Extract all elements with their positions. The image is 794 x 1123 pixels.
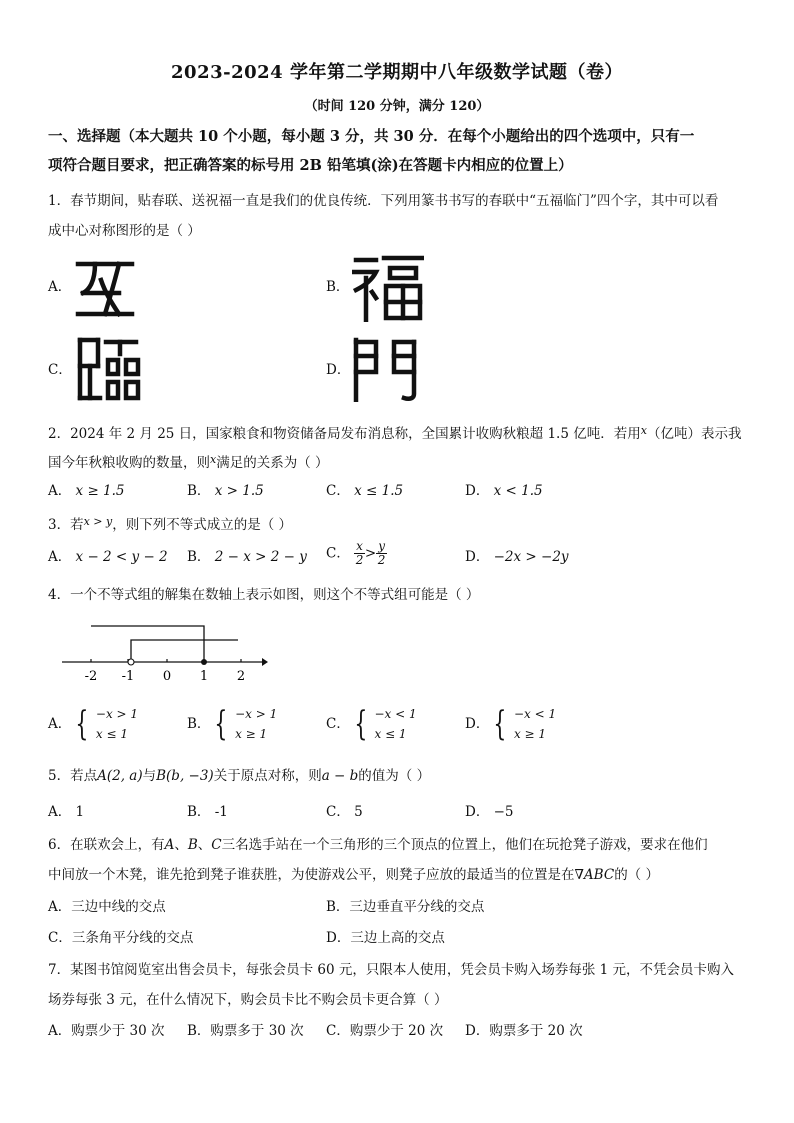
q4-option-a-rows xyxy=(96,704,138,744)
q6-text-line-1 xyxy=(48,835,753,855)
q5-option-b-label: B． xyxy=(187,804,211,820)
q3-option-b xyxy=(187,547,307,567)
q3-option-c-den-1: 2 xyxy=(355,553,364,567)
q6-player-a: A xyxy=(164,837,175,853)
q7-option-d-text: 购票多于 20 次 xyxy=(489,1023,583,1039)
seal-wu-glyph-icon xyxy=(75,260,135,318)
q7-option-d-label: D． xyxy=(465,1023,490,1039)
q3-option-d-label: D． xyxy=(465,549,490,565)
q5-text-part-4: 的值为（ ） xyxy=(358,768,431,784)
q5-option-c-label: C． xyxy=(326,804,350,820)
q4-option-b-row-2: x ≥ 1 xyxy=(235,727,268,741)
q6-option-d-label: D． xyxy=(326,930,351,946)
q2-option-c-label: C． xyxy=(326,483,350,499)
page-title: 2023-2024 学年第二学期期中八年级数学试题（卷） xyxy=(171,62,623,83)
q6-option-c-text: 三条角平分线的交点 xyxy=(71,930,194,946)
q3-option-c-num-1: x xyxy=(356,539,363,553)
q5-text-part-1: 5．若点 xyxy=(48,768,98,784)
q2-option-c-expr: x ≤ 1.5 xyxy=(354,483,404,499)
q3-option-b-label: B． xyxy=(187,549,211,565)
q6-option-a xyxy=(48,897,166,917)
q2-text-part-3: 国今年秋粮收购的数量，则 xyxy=(48,455,210,471)
q3-condition: x > y xyxy=(83,515,113,528)
q2-text-line-2 xyxy=(48,450,753,473)
q7-option-c-label: C． xyxy=(326,1023,350,1039)
seal-men-glyph-icon xyxy=(350,336,420,402)
q4-option-d-row-1: −x < 1 xyxy=(513,707,557,721)
q6-option-d xyxy=(326,928,445,948)
q6-option-b-text: 三边垂直平分线的交点 xyxy=(349,899,485,915)
tick-label: 0 xyxy=(162,669,172,684)
q6-option-b-label: B． xyxy=(326,899,350,915)
q2-option-b xyxy=(187,481,264,501)
q2-option-a-label: A． xyxy=(48,483,72,499)
q6-text-part-2: 三名选手站在一个三角形的三个顶点的位置上，他们在玩抢凳子游戏，要求在他们 xyxy=(221,837,708,853)
brace-icon: { xyxy=(214,704,228,744)
q6-player-c: C xyxy=(211,837,222,853)
q3-text-part-2: ，则下列不等式成立的是（ ） xyxy=(112,517,293,533)
seal-lin-glyph-icon xyxy=(76,336,142,402)
q5-option-d xyxy=(465,802,514,822)
section-heading-line-2: 项符合题目要求，把正确答案的标号用 2B 铅笔填(涂)在答题卡内相应的位置上） xyxy=(48,157,573,174)
q4-option-b xyxy=(187,704,277,744)
q3-option-c-operator: > xyxy=(364,545,377,562)
q3-option-a-expr: x − 2 < y − 2 xyxy=(75,549,168,565)
page-subtitle: （时间 120 分钟，满分 120） xyxy=(304,99,490,114)
q5-option-d-label: D． xyxy=(465,804,490,820)
q5-option-c xyxy=(326,802,363,822)
q5-option-d-value: −5 xyxy=(493,804,514,820)
q7-option-b-text: 购票多于 30 次 xyxy=(210,1023,304,1039)
q6-text-part-1: 6．在联欢会上，有 xyxy=(48,837,165,853)
q4-option-b-system xyxy=(187,704,277,744)
q3-text-part-1: 3．若 xyxy=(48,517,84,533)
q7-option-b xyxy=(187,1021,304,1041)
q3-text-line xyxy=(48,512,753,535)
q6-option-c xyxy=(48,928,193,948)
q5-text-line xyxy=(48,766,753,786)
q5-option-b xyxy=(187,802,228,822)
q6-sep: 、 xyxy=(197,837,212,853)
q4-option-b-rows xyxy=(235,704,277,744)
q4-option-c-rows xyxy=(374,704,416,744)
q5-point-b: B(b, −3) xyxy=(156,768,214,784)
q6-triangle: ∇ABC xyxy=(574,867,615,883)
q2-option-b-expr: x > 1.5 xyxy=(214,483,264,499)
q3-option-c-fraction-2 xyxy=(376,540,387,567)
q7-option-c xyxy=(326,1021,443,1041)
q4-option-d-row-2: x ≥ 1 xyxy=(513,727,547,741)
tick-label: -1 xyxy=(121,669,135,684)
q2-text-part-1: 2．2024 年 2 月 25 日，国家粮食和物资储备局发布消息称，全国累计收购秋粮超 1.5 亿吨．若用 xyxy=(48,426,641,442)
q6-text-part-3: 中间放一个木凳，谁先抢到凳子谁获胜，为使游戏公平，则凳子应放的最适当的位置是在 xyxy=(48,867,575,883)
q2-option-a xyxy=(48,481,125,501)
q3-option-d-expr: −2x > −2y xyxy=(493,549,569,565)
q3-option-c-den-2: 2 xyxy=(377,553,386,567)
q4-option-c xyxy=(326,704,417,744)
q1-option-c-label: C． xyxy=(48,362,72,378)
seal-fu-glyph-icon xyxy=(352,254,424,322)
q6-option-b xyxy=(326,897,484,917)
q5-text-part-3: 关于原点对称，则 xyxy=(213,768,322,784)
q7-option-b-label: B． xyxy=(187,1023,211,1039)
q7-text-line-1: 7．某图书馆阅览室出售会员卡，每张会员卡 60 元，只限本人使用，凭会员卡购入场券每张 1 元，不凭会员卡购入 xyxy=(48,962,735,978)
q3-option-c-label: C． xyxy=(326,545,350,562)
q4-option-a-label: A． xyxy=(48,716,72,732)
q4-text-line: 4．一个不等式组的解集在数轴上表示如图，则这个不等式组可能是（ ） xyxy=(48,587,480,603)
q5-option-a xyxy=(48,802,84,822)
q7-text-line-2: 场券每张 3 元，在什么情况下，购会员卡比不购会员卡更合算（ ） xyxy=(48,992,448,1008)
q6-text-line-2 xyxy=(48,865,753,885)
q2-option-d-expr: x < 1.5 xyxy=(493,483,543,499)
q4-option-d xyxy=(465,704,556,744)
q7-option-c-text: 购票少于 20 次 xyxy=(349,1023,444,1039)
tick-label: 2 xyxy=(236,669,246,684)
q4-option-a-row-2: x ≤ 1 xyxy=(95,727,128,741)
open-endpoint xyxy=(128,659,134,665)
q6-sep: 、 xyxy=(174,837,188,853)
q4-option-c-system xyxy=(326,704,417,744)
q2-variable-x-2: x xyxy=(210,453,217,466)
q2-option-c xyxy=(326,481,403,501)
q2-option-d xyxy=(465,481,543,501)
q2-text-part-2: （亿吨）表示我 xyxy=(646,426,742,442)
solution-ray-right xyxy=(131,640,238,662)
q2-variable-x: x xyxy=(640,424,647,437)
number-line-arrow xyxy=(262,658,268,666)
q1-text-line-2: 成中心对称图形的是（ ） xyxy=(48,223,201,239)
q2-text-line-1 xyxy=(48,421,753,444)
q5-option-a-value: 1 xyxy=(75,804,85,820)
closed-endpoint xyxy=(201,659,207,665)
q5-option-c-value: 5 xyxy=(354,804,363,820)
q5-point-a: A(2, a) xyxy=(97,768,143,784)
q7-option-d xyxy=(465,1021,583,1041)
q2-option-d-label: D． xyxy=(465,483,490,499)
q5-option-a-label: A． xyxy=(48,804,72,820)
q7-option-a-label: A． xyxy=(48,1023,72,1039)
q3-option-c-fraction-1 xyxy=(354,540,365,567)
q2-option-b-label: B． xyxy=(187,483,211,499)
q4-option-d-label: D． xyxy=(465,716,490,732)
q4-option-d-system xyxy=(465,704,556,744)
q6-option-a-label: A． xyxy=(48,899,72,915)
q3-option-c-num-2: y xyxy=(378,539,386,553)
q1-option-d-label: D． xyxy=(326,362,351,378)
q4-option-a xyxy=(48,704,138,744)
brace-icon: { xyxy=(493,704,507,744)
q4-option-b-label: B． xyxy=(187,716,211,732)
q3-option-d xyxy=(465,547,569,567)
section-heading-line-1: 一、选择题（本大题共 10 个小题，每小题 3 分，共 30 分．在每个小题给出的四个选项中，只有一 xyxy=(48,128,695,145)
q4-option-a-system xyxy=(48,704,138,744)
q4-option-c-label: C． xyxy=(326,716,350,732)
q2-text-part-4: 满足的关系为（ ） xyxy=(216,455,329,471)
q1-option-a-label: A． xyxy=(48,279,72,295)
q5-text-part-2: 与 xyxy=(142,768,157,784)
q3-option-b-expr: 2 − x > 2 − y xyxy=(214,549,307,565)
q4-option-b-row-1: −x > 1 xyxy=(235,707,278,721)
q5-option-b-value: -1 xyxy=(214,804,228,820)
q6-text-part-4: 的（ ） xyxy=(614,867,659,883)
q1-text-line-1: 1．春节期间，贴春联、送祝福一直是我们的优良传统．下列用篆书书写的春联中“五福临门”四个字，其中可以看 xyxy=(48,193,719,209)
q4-option-c-row-1: −x < 1 xyxy=(374,707,417,721)
q6-option-a-text: 三边中线的交点 xyxy=(71,899,166,915)
tick-label: 1 xyxy=(199,669,209,684)
q2-option-a-expr: x ≥ 1.5 xyxy=(75,483,125,499)
q6-option-c-label: C． xyxy=(48,930,72,946)
brace-icon: { xyxy=(75,704,89,744)
solution-ray-left xyxy=(91,626,204,662)
number-line-figure xyxy=(58,620,268,684)
q3-option-a xyxy=(48,547,168,567)
q4-option-a-row-1: −x > 1 xyxy=(95,707,139,721)
q6-option-d-text: 三边上高的交点 xyxy=(350,930,445,946)
q7-option-a-text: 购票少于 30 次 xyxy=(71,1023,165,1039)
q7-option-a xyxy=(48,1021,165,1041)
q3-option-a-label: A． xyxy=(48,549,72,565)
tick-label: -2 xyxy=(84,669,98,684)
brace-icon: { xyxy=(354,704,368,744)
q4-option-c-row-2: x ≤ 1 xyxy=(374,727,407,741)
q5-expression: a − b xyxy=(321,768,359,784)
q1-option-b-label: B． xyxy=(326,279,350,295)
q4-option-d-rows xyxy=(514,704,556,744)
q6-player-b: B xyxy=(187,837,198,853)
q3-option-c xyxy=(326,540,387,567)
